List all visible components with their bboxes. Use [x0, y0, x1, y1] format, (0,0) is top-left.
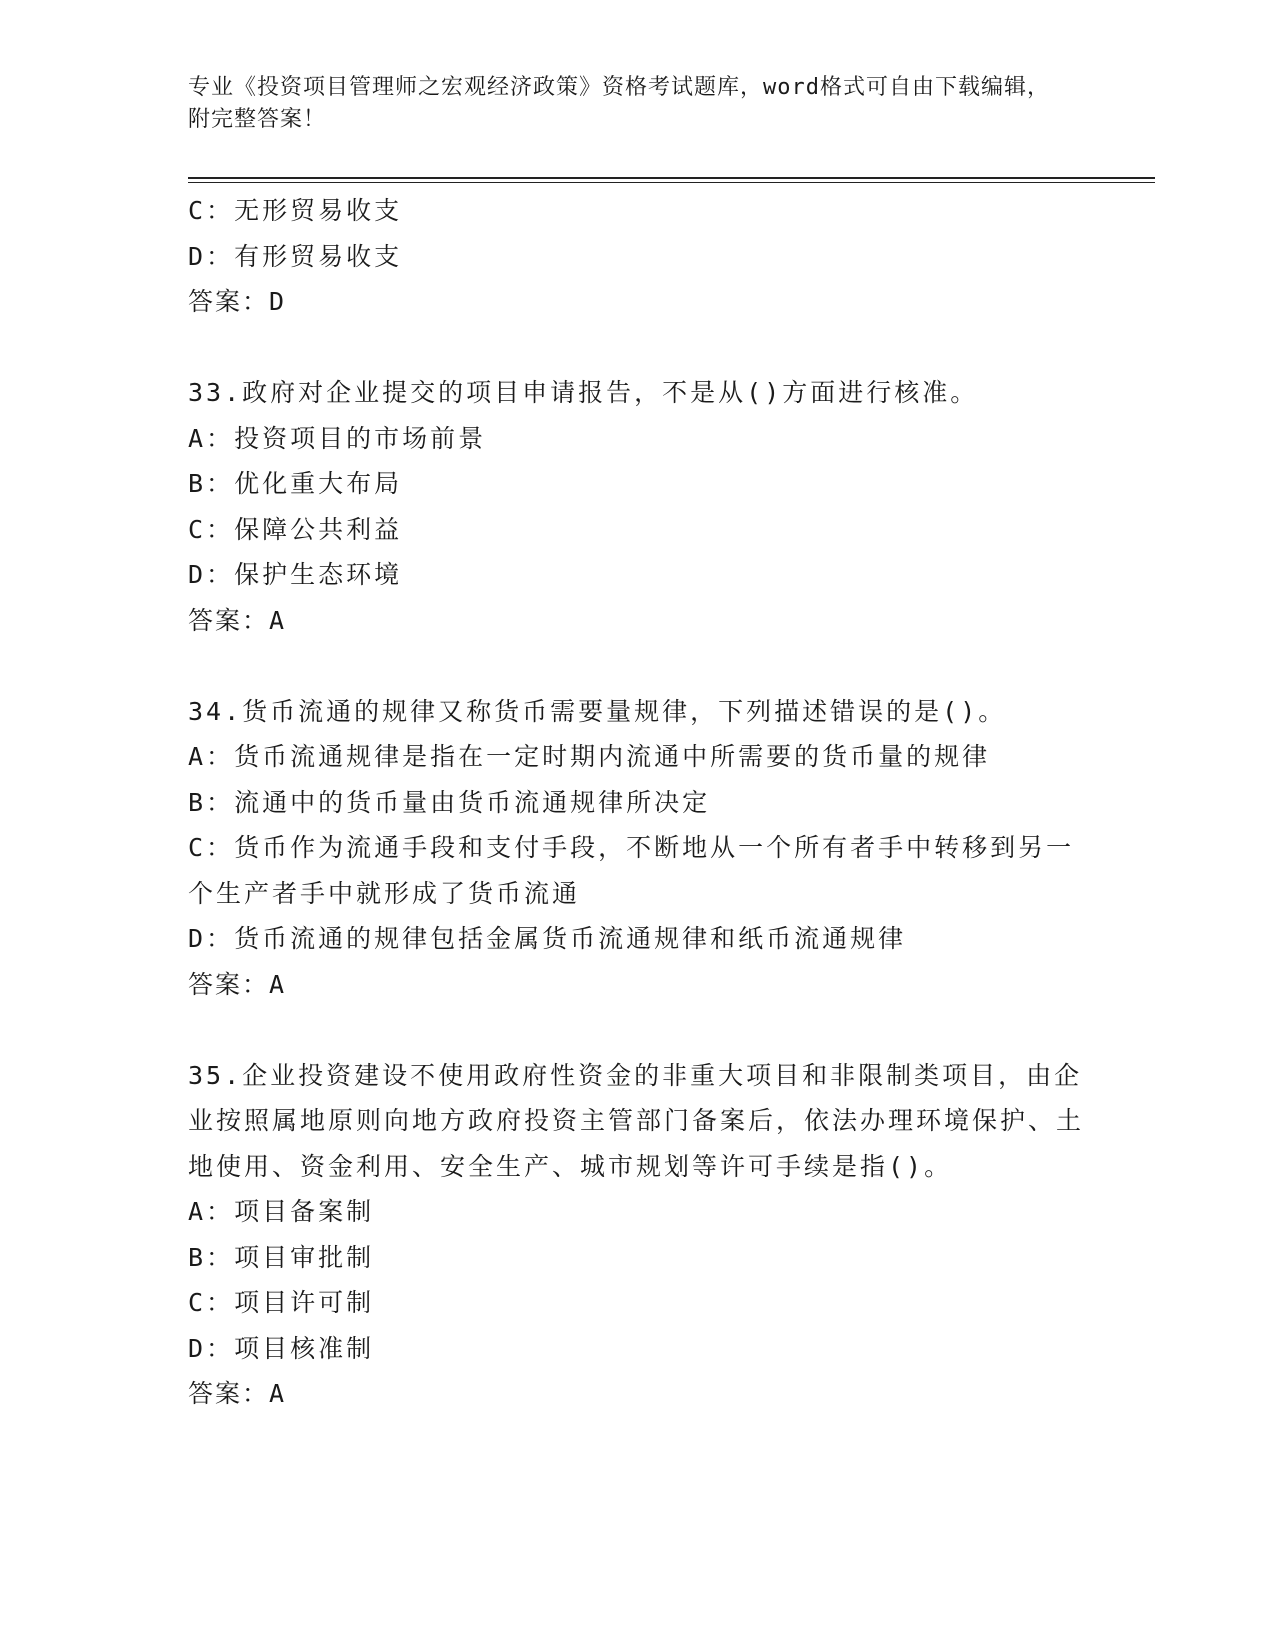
option-c: C：无形贸易收支: [188, 196, 403, 225]
option-a: A：项目备案制: [188, 1197, 375, 1226]
header-divider-thin: [188, 182, 1155, 183]
option-d: D：货币流通的规律包括金属货币流通规律和纸币流通规律: [188, 924, 907, 953]
option-c: C：项目许可制: [188, 1288, 375, 1317]
question-stem: 34.货币流通的规律又称货币需要量规律，下列描述错误的是()。: [188, 696, 1007, 726]
option-d: D：保护生态环境: [188, 560, 403, 589]
answer: 答案：A: [188, 605, 287, 635]
option-b: B：流通中的货币量由货币流通规律所决定: [188, 787, 711, 817]
answer: 答案：A: [188, 969, 287, 999]
prev-question-block: [188, 188, 1088, 325]
option-a: A：货币流通规律是指在一定时期内流通中所需要的货币量的规律: [188, 742, 991, 771]
option-c: C：货币作为流通手段和支付手段，不断地从一个所有者手中转移到另一个生产者手中就形成了货币流通: [188, 833, 1075, 908]
document-header: 专业《投资项目管理师之宏观经济政策》资格考试题库，word格式可自由下载编辑，附完整答案！: [188, 75, 1050, 132]
question-35: [188, 1053, 1088, 1417]
question-33: [188, 370, 1088, 643]
question-34: [188, 689, 1088, 1008]
option-a: A：投资项目的市场前景: [188, 423, 487, 453]
answer: 答案：D: [188, 287, 287, 316]
header-divider: [188, 177, 1155, 179]
question-list: [188, 188, 1088, 1417]
option-d: D：项目核准制: [188, 1333, 375, 1363]
option-c: C：保障公共利益: [188, 514, 403, 544]
question-stem: 33.政府对企业提交的项目申请报告，不是从()方面进行核准。: [188, 378, 979, 407]
answer: 答案：A: [188, 1379, 287, 1408]
option-b: B：优化重大布局: [188, 469, 403, 498]
option-d: D：有形贸易收支: [188, 241, 403, 271]
option-b: B：项目审批制: [188, 1242, 375, 1272]
question-stem: 35.企业投资建设不使用政府性资金的非重大项目和非限制类项目，由企业按照属地原则向地方政府投资主管部门备案后，依法办理环境保护、土地使用、资金利用、安全生产、城市规划等许可手续是指()。: [188, 1060, 1085, 1181]
